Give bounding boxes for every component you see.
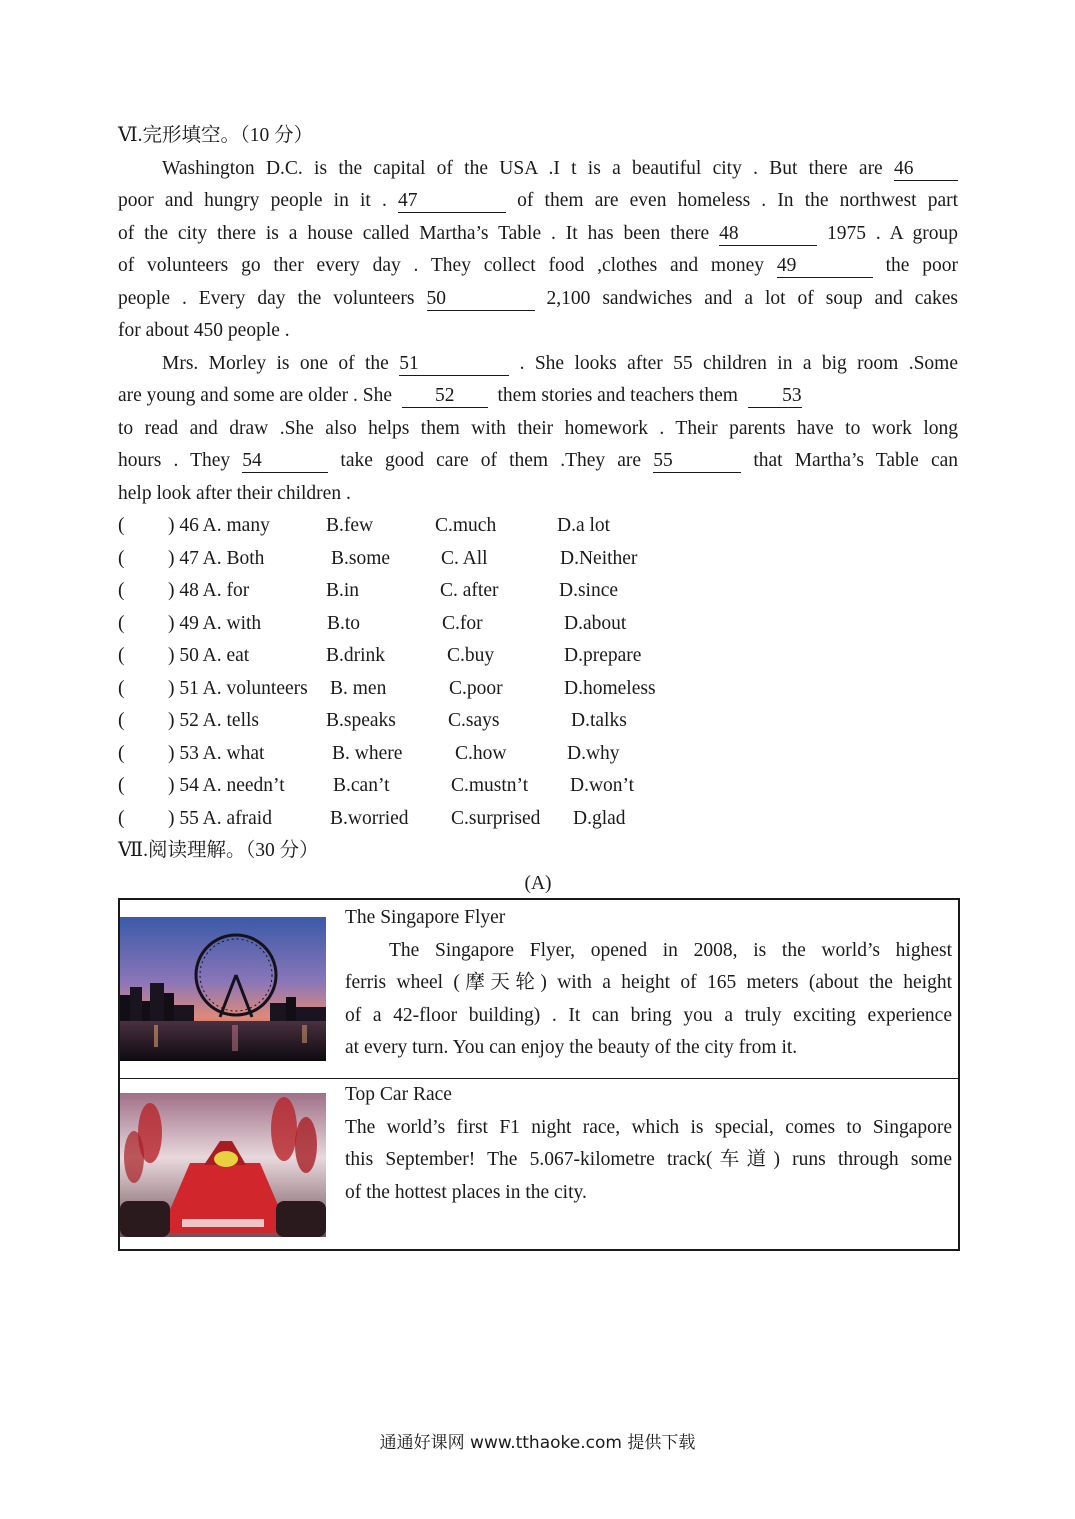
question-option-d: D.prepare xyxy=(564,645,642,666)
answer-paren: ( xyxy=(118,547,125,569)
question-option-c: C.poor xyxy=(449,677,503,699)
question-option-a: ) 53 A. what xyxy=(168,742,265,764)
question-option-c: C. All xyxy=(441,547,488,569)
ad-line: of the hottest places in the city. xyxy=(345,1181,587,1203)
ad-heading: Top Car Race xyxy=(345,1084,452,1105)
question-option-a: ) 55 A. afraid xyxy=(168,807,272,829)
answer-paren: ( xyxy=(118,515,125,536)
question-option-b: B.drink xyxy=(326,645,386,666)
question-option-a: ) 52 A. tells xyxy=(168,710,259,731)
blank-51: 51 xyxy=(399,353,509,376)
question-option-a: ) 49 A. with xyxy=(168,612,262,634)
text: take good care of them .They are xyxy=(340,450,642,471)
text: of the city there is a house called Martha’s Table . It has been there xyxy=(118,222,710,244)
question-option-c: C.much xyxy=(435,515,497,536)
blank-47: 47 xyxy=(398,190,506,213)
question-option-a: ) 50 A. eat xyxy=(168,645,250,666)
question-option-d: D.won’t xyxy=(570,775,635,796)
text: that Martha’s Table can xyxy=(753,450,959,471)
text: . She looks after 55 children in a big room .Some xyxy=(519,352,958,374)
text: of them are even homeless . In the northwest part xyxy=(517,190,959,211)
question-row xyxy=(118,705,958,738)
ad-line: this September! The 5.067-kilometre track(车道) runs through some xyxy=(345,1149,952,1170)
question-option-c: C.surprised xyxy=(451,807,541,829)
question-option-c: C. after xyxy=(440,580,499,601)
ad-line: ferris wheel (摩天轮) with a height of 165 meters (about the height xyxy=(345,972,952,993)
ad-flyer-text xyxy=(345,902,952,1065)
question-row xyxy=(118,770,958,803)
question-row xyxy=(118,510,958,543)
question-option-b: B.to xyxy=(327,612,361,634)
blank-55: 55 xyxy=(653,450,741,473)
question-option-a: ) 51 A. volunteers xyxy=(168,677,308,699)
cloze-p1-line4 xyxy=(118,250,958,283)
question-row xyxy=(118,673,958,706)
text: people . Every day the volunteers xyxy=(118,287,415,309)
question-option-d: D.a lot xyxy=(557,515,611,536)
question-option-d: D.glad xyxy=(573,807,626,829)
text: Washington D.C. is the capital of the USA .I t is a beautiful city . But there are xyxy=(162,157,883,179)
blank-49: 49 xyxy=(777,255,873,278)
ad-car-race xyxy=(120,1079,958,1251)
question-option-c: C.says xyxy=(448,710,500,731)
cloze-p2-line5: help look after their children . xyxy=(118,482,351,504)
blank-53: 53 xyxy=(748,385,802,408)
answer-paren: ( xyxy=(118,580,125,601)
question-row xyxy=(118,738,958,771)
blank-52: 52 xyxy=(402,385,488,408)
question-option-c: C.mustn’t xyxy=(451,775,529,796)
text: the poor xyxy=(885,255,959,276)
question-option-d: D.homeless xyxy=(564,677,656,699)
reading-section-title: Ⅶ.阅读理解。（30 分） xyxy=(118,840,319,861)
question-option-d: D.why xyxy=(567,742,620,764)
page-footer: 通通好课网 www.tthaoke.com 提供下载 xyxy=(379,1433,696,1453)
answer-paren: ( xyxy=(118,677,125,699)
text: Mrs. Morley is one of the xyxy=(162,352,389,374)
text: hours . They xyxy=(118,450,231,471)
cloze-p2-line3: to read and draw .She also helps them with their homework . Their parents have to work long xyxy=(118,417,958,439)
question-row xyxy=(118,640,958,673)
answer-paren: ( xyxy=(118,742,125,764)
question-option-a: ) 46 A. many xyxy=(168,515,270,536)
ad-race-text xyxy=(345,1079,952,1209)
cloze-p1-line1 xyxy=(118,153,958,186)
question-option-b: B.speaks xyxy=(326,710,396,731)
answer-paren: ( xyxy=(118,645,125,666)
ad-heading: The Singapore Flyer xyxy=(345,907,506,928)
text: 1975 . A group xyxy=(826,222,958,244)
question-list xyxy=(118,510,958,835)
question-option-c: C.for xyxy=(442,612,483,634)
cloze-p2-line1 xyxy=(118,348,958,381)
ad-line: at every turn. You can enjoy the beauty of the city from it. xyxy=(345,1037,798,1058)
answer-paren: ( xyxy=(118,807,125,829)
cloze-p2-line2 xyxy=(118,380,958,413)
answer-paren: ( xyxy=(118,710,125,731)
blank-48: 48 xyxy=(719,223,817,246)
text: them stories and teachers them xyxy=(497,385,738,406)
cloze-p1-line2 xyxy=(118,185,958,218)
cloze-p1-line5 xyxy=(118,283,958,316)
ad-singapore-flyer xyxy=(120,900,958,1079)
text: 2,100 sandwiches and a lot of soup and cakes xyxy=(546,287,959,309)
blank-46: 46 xyxy=(894,158,958,181)
question-option-c: C.how xyxy=(455,742,507,764)
question-option-a: ) 48 A. for xyxy=(168,580,250,601)
cloze-p2-line4 xyxy=(118,445,958,478)
question-option-a: ) 54 A. needn’t xyxy=(168,775,285,796)
question-row xyxy=(118,803,958,836)
blank-54: 54 xyxy=(242,450,328,473)
answer-paren: ( xyxy=(118,775,125,796)
cloze-p1-line6: for about 450 people . xyxy=(118,320,290,341)
question-option-b: B. men xyxy=(330,677,387,699)
question-option-b: B.can’t xyxy=(333,775,390,796)
reading-ad-table xyxy=(118,898,960,1251)
text: poor and hungry people in it . xyxy=(118,190,387,211)
question-row xyxy=(118,575,958,608)
question-option-d: D.about xyxy=(564,612,627,634)
cloze-p1-line3 xyxy=(118,218,958,251)
race-car-photo xyxy=(120,1093,326,1237)
ad-line: of a 42-floor building) . It can bring you a truly exciting experience xyxy=(345,1004,952,1026)
ad-line: The world’s first F1 night race, which is special, comes to Singapore xyxy=(345,1116,952,1138)
question-row xyxy=(118,543,958,576)
question-option-b: B.in xyxy=(326,580,360,601)
question-option-c: C.buy xyxy=(447,645,495,666)
text: are young and some are older . She xyxy=(118,385,392,406)
ferris-wheel-photo xyxy=(120,917,326,1061)
text: of volunteers go ther every day . They collect food ,clothes and money xyxy=(118,255,765,276)
question-option-b: B.worried xyxy=(330,807,409,829)
ad-line: The Singapore Flyer, opened in 2008, is the world’s highest xyxy=(389,939,952,961)
question-option-b: B.few xyxy=(326,515,374,536)
reading-part-label: (A) xyxy=(524,872,552,894)
question-row xyxy=(118,608,958,641)
cloze-section-title: Ⅵ.完形填空。（10 分） xyxy=(118,125,314,146)
blank-50: 50 xyxy=(427,288,535,311)
question-option-d: D.since xyxy=(559,580,619,601)
question-option-b: B.some xyxy=(331,547,391,569)
answer-paren: ( xyxy=(118,612,125,634)
question-option-d: D.Neither xyxy=(560,547,638,569)
question-option-b: B. where xyxy=(332,742,403,764)
question-option-d: D.talks xyxy=(571,710,627,731)
question-option-a: ) 47 A. Both xyxy=(168,547,265,569)
exam-page xyxy=(118,120,958,900)
